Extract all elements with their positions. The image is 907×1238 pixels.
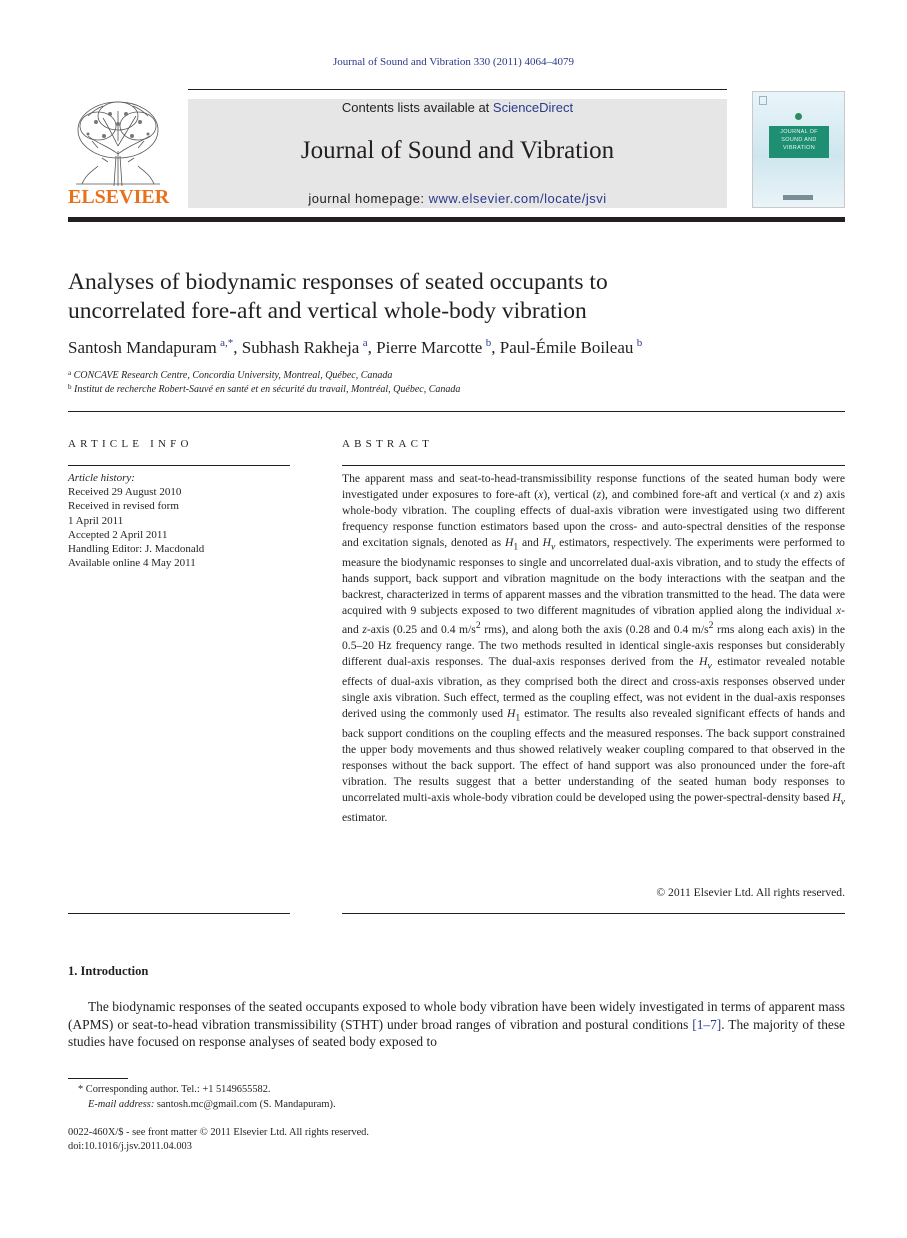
history-item: Received in revised form [68,500,179,513]
author-name: Pierre Marcotte [376,338,483,357]
doi-text[interactable]: doi:10.1016/j.jsv.2011.04.003 [68,1141,192,1152]
sciencedirect-link[interactable]: ScienceDirect [492,100,574,115]
email-note [88,1099,336,1110]
cover-title-block [769,126,829,158]
introduction-paragraph: The biodynamic responses of the seated occupants exposed to whole body vibration have been widely investigated in terms of apparent mass (APMS) or seat-to-head vibration transmissibility (STHT) under broad ranges of vibration and postural conditions [1–7]. The majority of these studies have focused on response analyses of seated body exposed to [68,999,845,1050]
article-info-bottom-rule [68,913,290,914]
author-affil-link[interactable]: a [362,337,368,349]
introduction-heading: 1. Introduction [68,964,149,978]
front-matter [68,1126,369,1154]
author-name: Subhash Rakheja [241,338,360,357]
abstract-copyright: © 2011 Elsevier Ltd. All rights reserved. [656,886,845,899]
affiliation-marker: a [68,369,72,377]
history-item: 1 April 2011 [68,514,124,527]
homepage-link[interactable]: www.elsevier.com/locate/jsvi [428,191,607,206]
corresponding-author-note: * Corresponding author. Tel.: +1 5149655582. [78,1084,271,1095]
homepage-prefix: journal homepage: [308,191,429,206]
footnote-rule [68,1078,128,1079]
elsevier-logo [68,96,168,208]
article-title-line2: uncorrelated fore-aft and vertical whole-body vibration [68,298,587,324]
history-label: Article history: [68,472,135,484]
abstract-bottom-rule [342,913,845,914]
journal-cover-thumbnail [752,91,845,208]
cover-emblem-icon [795,113,802,120]
history-item: Accepted 2 April 2011 [68,528,168,541]
history-item: Handling Editor: J. Macdonald [68,543,205,556]
header-top-rule [188,89,727,90]
affiliation-b [68,384,768,395]
author-affil-link[interactable]: a,* [220,337,234,349]
author-affil-link[interactable]: b [636,337,643,349]
contents-line [188,100,727,115]
author-list: Santosh Mandapuram $^{a,*}$, Subhash Rakheja $^a$, Pierre Marcotte $^b$, Paul-Émile Boileau $^b$ [68,337,643,357]
affiliation-text: CONCAVE Research Centre, Concordia University, Montreal, Québec, Canada [73,370,393,381]
cover-title-text: JOURNAL OF SOUND AND VIBRATION [780,129,818,151]
cover-logo-icon [759,96,767,105]
journal-citation-link[interactable]: Journal of Sound and Vibration 330 (2011) 4064–4079 [332,56,574,68]
elsevier-wordmark: ELSEVIER [68,186,170,208]
contents-prefix: Contents lists available at [341,100,493,115]
email-address[interactable]: santosh.mc@gmail.com (S. Mandapuram). [154,1099,336,1110]
author-name: Paul-Émile Boileau [499,338,634,357]
journal-title: Journal of Sound and Vibration [300,137,615,164]
article-history [68,471,290,570]
reference-link[interactable]: [1–7] [692,1016,722,1032]
author-name: Santosh Mandapuram [68,338,217,357]
homepage-line [188,191,727,206]
article-title-line1: Analyses of biodynamic responses of seated occupants to [68,269,608,295]
affiliation-a [68,370,768,381]
history-item: Available online 4 May 2011 [68,557,196,570]
header-thick-rule [68,217,845,222]
cover-publisher-mark [783,195,813,200]
affiliation-divider [68,411,845,412]
history-item: Received 29 August 2010 [68,486,182,499]
email-label: E-mail address: [88,1099,155,1110]
author-affil-link[interactable]: b [485,337,492,349]
affiliation-text: Institut de recherche Robert-Sauvé en santé et en sécurité du travail, Montréal, Québec, Canada [74,384,461,395]
article-info-rule [68,465,290,466]
abstract-rule [342,465,845,466]
article-title [68,268,828,326]
front-matter-text: 0022-460X/$ - see front matter © 2011 Elsevier Ltd. All rights reserved. [68,1127,369,1138]
affiliation-marker: b [68,383,72,391]
abstract-heading: ABSTRACT [342,438,434,450]
article-info-heading: ARTICLE INFO [68,438,193,450]
tree-icon [68,96,168,188]
abstract-text: The apparent mass and seat-to-head-transmissibility response functions of the seated human body were investigated under exposures to fore-aft (x), vertical (z), and combined fore-aft and vertical (x and z) axis whole-body vibration. The coupling effects of dual-axis vibration were investigated using two different frequency response function estimators based upon the cross- and auto-spectral densities of the response and excitation signals, denoted as $H_1$ and $H_v$ estimators, respectively. The experiments were performed to measure the biodynamic responses to single and uncorrelated dual-axis vibration, and to study the effects of hands support, back support and vibration magnitude on the body interactions with the seatpan and the backrest, characterized in terms of apparent masses and the vibration transmitted to the head. The data were acquired with 9 subjects exposed to two different magnitudes of vibration applied along the individual x- and z-axis (0.25 and 0.4 $m/s^2$ rms), and along both the axis (0.28 and 0.4 $m/s^2$ rms along each axis) in the 0.5–20 Hz frequency range. The two methods resulted in identical single-axis responses but considerably different dual-axis responses. The dual-axis responses derived from the $H_v$ estimator revealed notable effects of dual-axis vibration, as they comprised both the direct and cross-axis responses observed under single axis vibration. Such effect, termed as the coupling effect, was not evident in the dual-axis responses derived using the commonly used $H_1$ estimator. The results also revealed significant effects of hands and back support conditions on the coupling effects and the measured responses. The back support constrained the upper body movements and thus showed relatively weaker coupling compared to that observed in the responses without the back support. The effect of hand support was also pronounced under the fore-aft vibration. The results suggest that a better understanding of the seated human body responses to uncorrelated multi-axis whole-body vibration could be developed using the power-spectral-density based $H_v$ estimator. [342,472,846,825]
